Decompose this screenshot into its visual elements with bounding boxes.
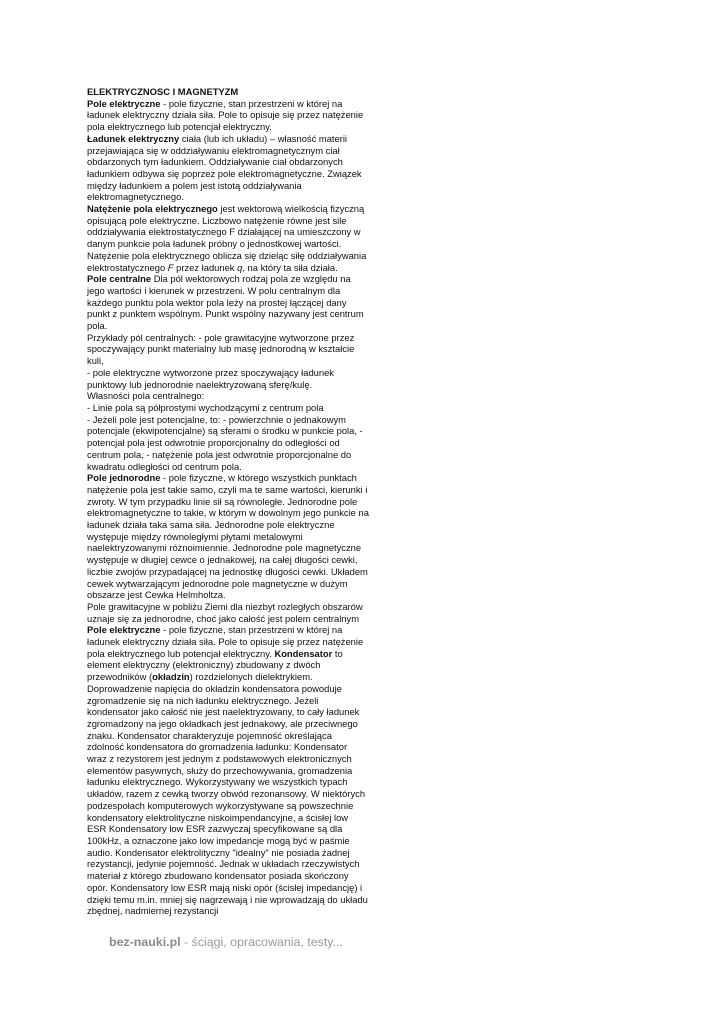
paragraph-text: , na który ta siła działa. xyxy=(242,261,338,273)
paragraph-przyklad-elektryczne: - pole elektryczne wytworzone przez spoczywający ładunek punktowy lub jednorodnie naelektryzowaną sferę/kulę. xyxy=(87,366,334,390)
term-natezenie-pola: Natężenie pola elektrycznego xyxy=(87,203,218,215)
paragraph-text: - pole fizyczne, w którego wszystkich punktach natężenie pola jest takie samo, czyli ma te same wartości, kierunki i zwroty. W tym przypadku linie sił są równoległe. Jednorodne pole elektromagnetyczne to takie, w którym w dowolnym jego punkcie na ładunek działa taka sama siła. Jednorodne pole elektryczne występuje między równoległymi płytami metalowymi naelektryzowanymi różnoimiennie. Jednorodne pole magnetyczne występuje w długiej cewce o jednakowej, na całej długości cewki, liczbie zwojów przypadającej na jednostkę długości cewki. Układem cewek wytwarzającym jednorodne pole magnetyczne w dużym obszarze jest Cewka Helmholtza. xyxy=(87,472,369,601)
term-pole-elektryczne: Pole elektryczne xyxy=(87,624,161,636)
footer-tagline: - ściągi, opracowania, testy... xyxy=(180,935,343,949)
document-title: ELEKTRYCZNOSC I MAGNETYZM xyxy=(87,86,239,97)
symbol-charge: q xyxy=(237,261,243,273)
paragraph-text: Dla pól wektorowych rodzaj pola ze względu na jego wartości i kierunek w przestrzeni. W polu centralnym dla każdego punktu pola wektor pola leży na prostej łączącej dany punkt z punktem wspólnym. Punkt wspólny nazywany jest centrum pola. xyxy=(87,273,364,332)
paragraph-text: przez ładunek xyxy=(173,261,238,273)
paragraph-pole-jednorodne xyxy=(87,472,369,601)
term-pole-centralne: Pole centralne xyxy=(87,273,152,285)
footer-site-name: bez-nauki.pl xyxy=(109,935,181,949)
paragraph-text: - pole fizyczne, stan przestrzeni w której na ładunek elektryczny działa siła. Pole to opisuje się przez natężenie pola elektrycznego lub potencjał elektryczny. xyxy=(87,624,364,659)
paragraph-natezenie-obliczanie xyxy=(87,250,369,273)
paragraph-text: - pole fizyczne, stan przestrzeni w której na ładunek elektryczny działa siła. Pole to opisuje się przez natężenie pola elektrycznego lub potencjał elektryczny. xyxy=(87,97,364,133)
paragraph-text: ciała (lub ich układu) – własność materii przejawiająca się w oddziaływaniu elektromagnetycznym ciał obdarzonych tym ładunkiem. Oddziaływanie ciał obdarzonych ładunkiem odbywa się poprzez pole elektromagnetyczne. Związek między ładunkiem a polem jest istotą oddziaływania elektromagnetycznego. xyxy=(87,132,362,203)
paragraph-pole-centralne xyxy=(87,273,369,332)
term-ladunek-elektryczny: Ładunek elektryczny xyxy=(87,132,180,144)
term-okladzin: okładzin xyxy=(152,671,190,683)
paragraph-potencjalne: - Jeżeli pole jest potencjalne, to: - powierzchnie o jednakowym potencjale (ekwipotencjalne) są sferami o środku w punkcie pola, - potencjał pola jest odwrotnie proporcjonalny do odległości od centrum pola, - natężenie pola jest odwrotnie proporcjonalne do kwadratu odległości od centrum pola. xyxy=(87,413,363,472)
paragraph-pole-elektryczne xyxy=(87,98,369,133)
page-footer xyxy=(109,935,343,949)
term-kondensator: Kondensator xyxy=(274,647,333,659)
paragraph-text: to element elektryczny (elektroniczny) zbudowany z dwóch przewodników ( xyxy=(87,647,343,683)
paragraph-linie-pola: - Linie pola są półprostymi wychodzącymi z centrum pola xyxy=(87,401,324,413)
term-pole-jednorodne: Pole jednorodne xyxy=(87,472,161,484)
paragraph-przyklady: Przykłady pól centralnych: - pole grawitacyjne wytworzone przez spoczywający punkt materialny lub masę jednorodną w kształcie kuli, xyxy=(87,331,355,367)
paragraph-kondensator xyxy=(87,601,369,917)
paragraph-text: ) rozdzielonych dielektrykiem. Doprowadzenie napięcia do okładzin kondensatora powoduje zgromadzenie się na nich ładunku elektrycznego. Jeżeli kondensator jako całość nie jest naelektryzowany, to cały ładunek zgromadzony na jego okładkach jest jednakowy, ale przeciwnego znaku. Kondensator charakteryzuje pojemność określająca zdolność kondensatora do gromadzenia ładunku: Kondensator wraz z rezystorem jest jednym z podstawowych elektronicznych elementów pasywnych, służy do przechowywania, gromadzenia ładunku elektrycznego. Wykorzystywany we wszystkich typach układów, razem z cewką tworzy obwód rezonansowy. W niektórych podzespołach komputerowych wykorzystywane są powszechnie kondensatory elektrolityczne niskoimpendancyjne, a ścisłej low ESR Kondensatory low ESR zazwyczaj specyfikowane są dla 100kHz, a oznaczone jako low impedancje mogą być w paśmie audio. Kondensator elektrolityczny "idealny" nie posiada żadnej rezystancji, jedynie pojemność. Jednak w układach rzeczywistych materiał z którego zbudowano kondensator posiada skończony opór. Kondensatory low ESR mają niski opór (ścisłej impedancję) i dzięki temu m.in. mniej się nagrzewają i nie wprowadzają do układu zbędnej, nadmiernej rezystancji xyxy=(87,671,368,917)
document-body xyxy=(87,86,369,917)
term-pole-elektryczne: Pole elektryczne xyxy=(87,97,161,109)
paragraph-ladunek-elektryczny xyxy=(87,133,369,203)
paragraph-text: Natężenie pola elektrycznego oblicza się dzieląc siłę oddziaływania elektrostatycznego xyxy=(87,249,367,273)
paragraph-natezenie-pola xyxy=(87,203,369,250)
paragraph-text: jest wektorową wielkością fizyczną opisującą pole elektryczne. Liczbowo natężenie równe jest sile oddziaływania elektrostatycznego F działającej na umieszczony w danym punkcie pola ładunek próbny o jednostkowej wartości. xyxy=(87,203,365,250)
symbol-force: F xyxy=(167,261,174,273)
paragraph-wlasnosci-heading: Własności pola centralnego: xyxy=(87,390,205,402)
paragraph-text: Pole grawitacyjne w pobliżu Ziemi dla niezbyt rozległych obszarów uznaje się za jednorodne, choć jako całość jest polem centralnym xyxy=(87,600,363,624)
